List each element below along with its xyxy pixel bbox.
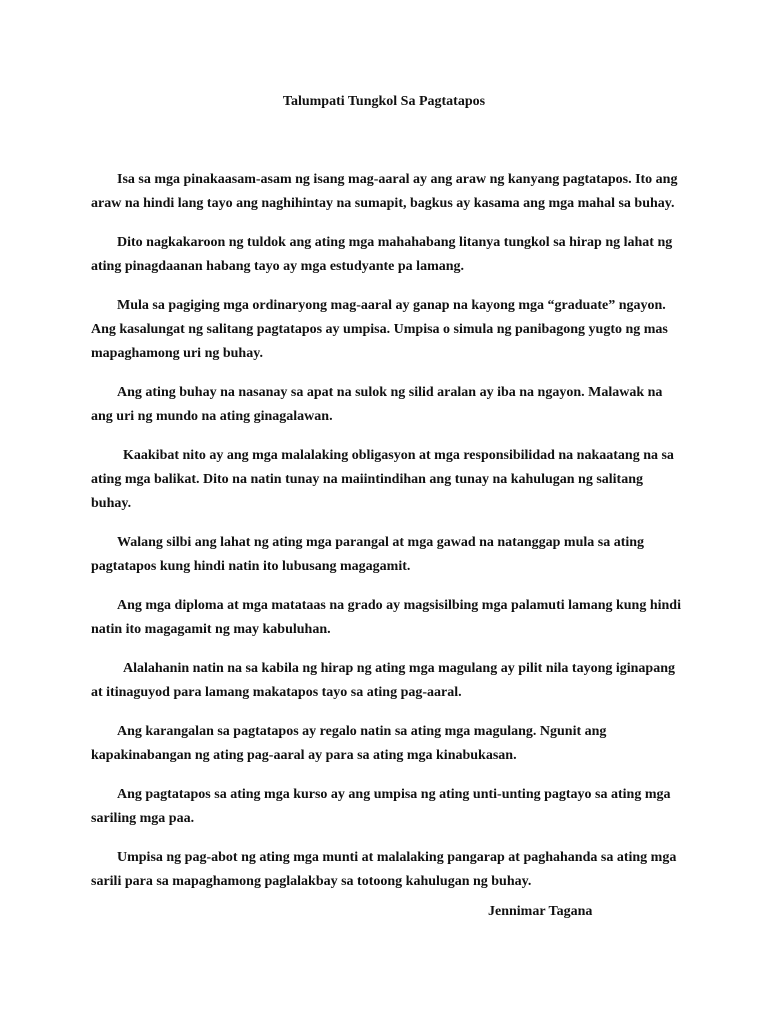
paragraph-1: Isa sa mga pinakaasam-asam ng isang mag-aaral ay ang araw ng kanyang pagtatapos. Ito ang araw na hindi lang tayo ang naghihintay na sumapit, bagkus ay kasama ang mga mahal sa buhay. <box>91 172 678 211</box>
paragraph-3: Mula sa pagiging mga ordinaryong mag-aaral ay ganap na kayong mga “graduate” ngayon. Ang kasalungat ng salitang pagtatapos ay umpisa. Umpisa o simula ng panibagong yugto ng mas mapaghamong uri ng buhay. <box>91 298 668 361</box>
paragraph-6: Walang silbi ang lahat ng ating mga parangal at mga gawad na natanggap mula sa ating pagtatapos kung hindi natin ito lubusang magagamit. <box>91 535 645 574</box>
document-title: Talumpati Tungkol Sa Pagtatapos <box>282 94 486 109</box>
paragraph-5: Kaakibat nito ay ang mga malalaking obligasyon at mga responsibilidad na nakaatang na sa ating mga balikat. Dito na natin tunay na maiintindihan ang tunay na kahulugan ng salitang buhay. <box>91 448 674 511</box>
paragraph-4: Ang ating buhay na nasanay sa apat na sulok ng silid aralan ay iba na ngayon. Malawak na ang uri ng mundo na ating ginagalawan. <box>91 385 663 424</box>
document-body <box>91 168 681 909</box>
paragraph-9: Ang karangalan sa pagtatapos ay regalo natin sa ating mga magulang. Ngunit ang kapakinabangan ng ating pag-aaral ay para sa ating mga kinabukasan. <box>91 724 607 763</box>
paragraph-8: Alalahanin natin na sa kabila ng hirap ng ating mga magulang ay pilit nila tayong iginapang at itinaguyod para lamang makatapos tayo sa ating pag-aaral. <box>91 661 675 700</box>
paragraph-2: Dito nagkakaroon ng tuldok ang ating mga mahahabang litanya tungkol sa hirap ng lahat ng ating pinagdaanan habang tayo ay mga estudyante pa lamang. <box>91 235 673 274</box>
paragraph-7: Ang mga diploma at mga matataas na grado ay magsisilbing mga palamuti lamang kung hindi natin ito magagamit ng may kabuluhan. <box>91 598 681 637</box>
author-name: Jennimar Tagana <box>488 904 593 919</box>
paragraph-10: Ang pagtatapos sa ating mga kurso ay ang umpisa ng ating unti-unting pagtayo sa ating mga sariling mga paa. <box>91 787 671 826</box>
paragraph-11: Umpisa ng pag-abot ng ating mga munti at malalaking pangarap at paghahanda sa ating mga sarili para sa mapaghamong paglalakbay sa totoong kahulugan ng buhay. <box>91 850 677 889</box>
